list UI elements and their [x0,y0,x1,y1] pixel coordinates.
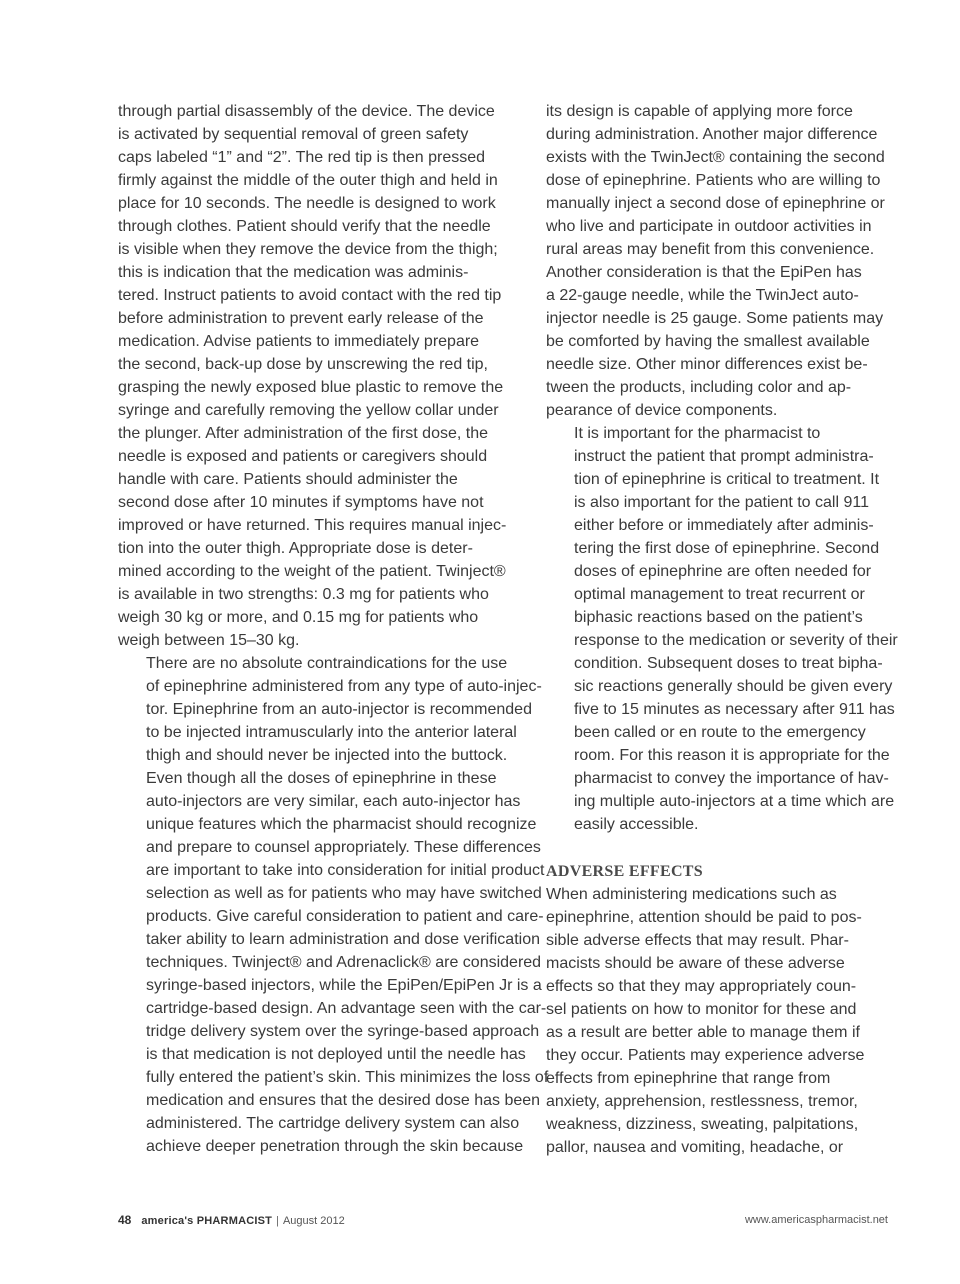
magazine-name: america's PHARMACIST [141,1215,273,1227]
left-column [118,100,549,1158]
text-line: achieve deeper penetration through the skin because [146,1138,524,1155]
text-line: sel patients on how to monitor for these and [546,1001,857,1018]
footer-publication-info [118,1211,345,1230]
paragraph-twinject-usage [118,100,526,652]
text-line: unique features which the pharmacist should recognize [146,816,537,833]
paragraph-adverse-effects [546,883,888,1159]
text-line: pharmacist to convey the importance of hav- [574,770,889,787]
text-line: sic reactions generally should be given every [574,678,893,695]
text-line: tween the products, including color and ap- [546,379,852,396]
text-line: as a result are better able to manage them if [546,1024,860,1041]
paragraph-pharmacist-instruction [546,422,898,836]
text-line: products. Give careful consideration to patient and care- [146,908,544,925]
text-line: manually inject a second dose of epinephrine or [546,195,885,212]
text-line: be comforted by having the smallest available [546,333,870,350]
text-line: caps labeled “1” and “2”. The red tip is then pressed [118,149,486,166]
page-number: 48 [118,1213,132,1227]
text-line: instruct the patient that prompt administra- [574,448,874,465]
issue-date: August 2012 [282,1215,345,1227]
text-line: who live and participate in outdoor activities in [546,218,872,235]
text-line: during administration. Another major difference [546,126,878,143]
text-line: is that medication is not deployed until the needle has [146,1046,526,1063]
text-line: needle size. Other minor differences exist be- [546,356,868,373]
text-line: There are no absolute contraindications for the use [146,655,508,672]
text-line: anxiety, apprehension, restlessness, tremor, [546,1093,858,1110]
text-line: weigh 30 kg or more, and 0.15 mg for patients who [118,609,479,626]
text-line: effects from epinephrine that range from [546,1070,831,1087]
text-line: grasping the newly exposed blue plastic to remove the [118,379,504,396]
text-line: is visible when they remove the device from the thigh; [118,241,498,258]
text-line: selection as well as for patients who may have switched [146,885,542,902]
text-line: easily accessible. [574,816,699,833]
text-line: fully entered the patient’s skin. This minimizes the loss of [146,1069,549,1086]
text-line: second dose after 10 minutes if symptoms have not [118,494,484,511]
text-line: ing multiple auto-injectors at a time which are [574,793,895,810]
text-line: medication and ensures that the desired dose has been [146,1092,541,1109]
text-line: biphasic reactions based on the patient’s [574,609,863,626]
text-line: are important to take into consideration for initial product [146,862,545,879]
text-line: weakness, dizziness, sweating, palpitations, [546,1116,859,1133]
text-line: before administration to prevent early release of the [118,310,484,327]
text-line: weigh between 15–30 kg. [118,632,300,649]
text-line: its design is capable of applying more force [546,103,853,120]
text-line: the plunger. After administration of the first dose, the [118,425,488,442]
text-line: needle is exposed and patients or caregivers should [118,448,488,465]
text-line: injector needle is 25 gauge. Some patients may [546,310,884,327]
text-line: of epinephrine administered from any type of auto-injec- [146,678,542,695]
text-line: firmly against the middle of the outer thigh and held in [118,172,498,189]
paragraph-device-differences [118,767,549,1158]
paragraph-twinject-comparison [546,100,888,422]
text-line: thigh and should never be injected into the buttock. [146,747,508,764]
text-line: medication. Advise patients to immediately prepare [118,333,480,350]
text-line: the second, back-up dose by unscrewing the red tip, [118,356,488,373]
text-line: techniques. Twinject® and Adrenaclick® are considered [146,954,542,971]
text-line: taker ability to learn administration and dose verification [146,931,540,948]
text-line: cartridge-based design. An advantage seen with the car- [146,1000,547,1017]
text-line: syringe and carefully removing the yellow collar under [118,402,499,419]
text-line: room. For this reason it is appropriate for the [574,747,890,764]
text-line: rural areas may benefit from this convenience. [546,241,875,258]
page-footer [118,1211,888,1229]
text-line: administered. The cartridge delivery system can also [146,1115,520,1132]
text-line: sible adverse effects that may result. Phar- [546,932,849,949]
text-line: auto-injectors are very similar, each auto-injector has [146,793,521,810]
text-line: dose of epinephrine. Patients who are willing to [546,172,881,189]
footer-website: www.americaspharmacist.net [744,1214,888,1226]
text-line: either before or immediately after adminis- [574,517,874,534]
text-line: they occur. Patients may experience adverse [546,1047,865,1064]
text-line: tridge delivery system over the syringe-based approach [146,1023,540,1040]
text-line: Even though all the doses of epinephrine in these [146,770,497,787]
text-line: tered. Instruct patients to avoid contact with the red tip [118,287,502,304]
text-line: macists should be aware of these adverse [546,955,845,972]
text-line: syringe-based injectors, while the EpiPen/EpiPen Jr is a [146,977,542,994]
text-line: and prepare to counsel appropriately. These differences [146,839,541,856]
paragraph-contraindications [118,652,542,767]
text-line: optimal management to treat recurrent or [574,586,865,603]
text-line: to be injected intramuscularly into the anterior lateral [146,724,517,741]
text-line: is activated by sequential removal of green safety [118,126,469,143]
text-line: been called or en route to the emergency [574,724,866,741]
section-heading-adverse-effects: ADVERSE EFFECTS [546,863,703,880]
right-column [546,100,898,1159]
text-line: mined according to the weight of the patient. Twinject® [118,563,506,580]
text-line: through partial disassembly of the device. The device [118,103,495,120]
text-line: doses of epinephrine are often needed for [574,563,872,580]
text-line: handle with care. Patients should administer the [118,471,458,488]
text-line: tor. Epinephrine from an auto-injector is recommended [146,701,532,718]
text-line: pearance of device components. [546,402,778,419]
text-line: tion of epinephrine is critical to treatment. It [574,471,880,488]
text-line: is available in two strengths: 0.3 mg for patients who [118,586,489,603]
text-line: tion into the outer thigh. Appropriate dose is deter- [118,540,473,557]
text-line: condition. Subsequent doses to treat bipha- [574,655,883,672]
text-line: It is important for the pharmacist to [574,425,821,442]
text-line: response to the medication or severity of their [574,632,898,649]
text-line: five to 15 minutes as necessary after 911 has [574,701,895,718]
text-line: this is indication that the medication was adminis- [118,264,469,281]
text-line: Another consideration is that the EpiPen has [546,264,862,281]
text-line: exists with the TwinJect® containing the second [546,149,885,166]
text-line: When administering medications such as [546,886,837,903]
text-line: improved or have returned. This requires manual injec- [118,517,507,534]
text-line: tering the first dose of epinephrine. Second [574,540,880,557]
text-line: epinephrine, attention should be paid to pos- [546,909,862,926]
text-line: place for 10 seconds. The needle is designed to work [118,195,496,212]
text-line: through clothes. Patient should verify that the needle [118,218,491,235]
text-line: a 22-gauge needle, while the TwinJect auto- [546,287,859,304]
text-line: effects so that they may appropriately coun- [546,978,857,995]
text-line: is also important for the patient to call 911 [574,494,869,511]
footer-separator: | [276,1215,279,1227]
text-line: pallor, nausea and vomiting, headache, or [546,1139,844,1156]
